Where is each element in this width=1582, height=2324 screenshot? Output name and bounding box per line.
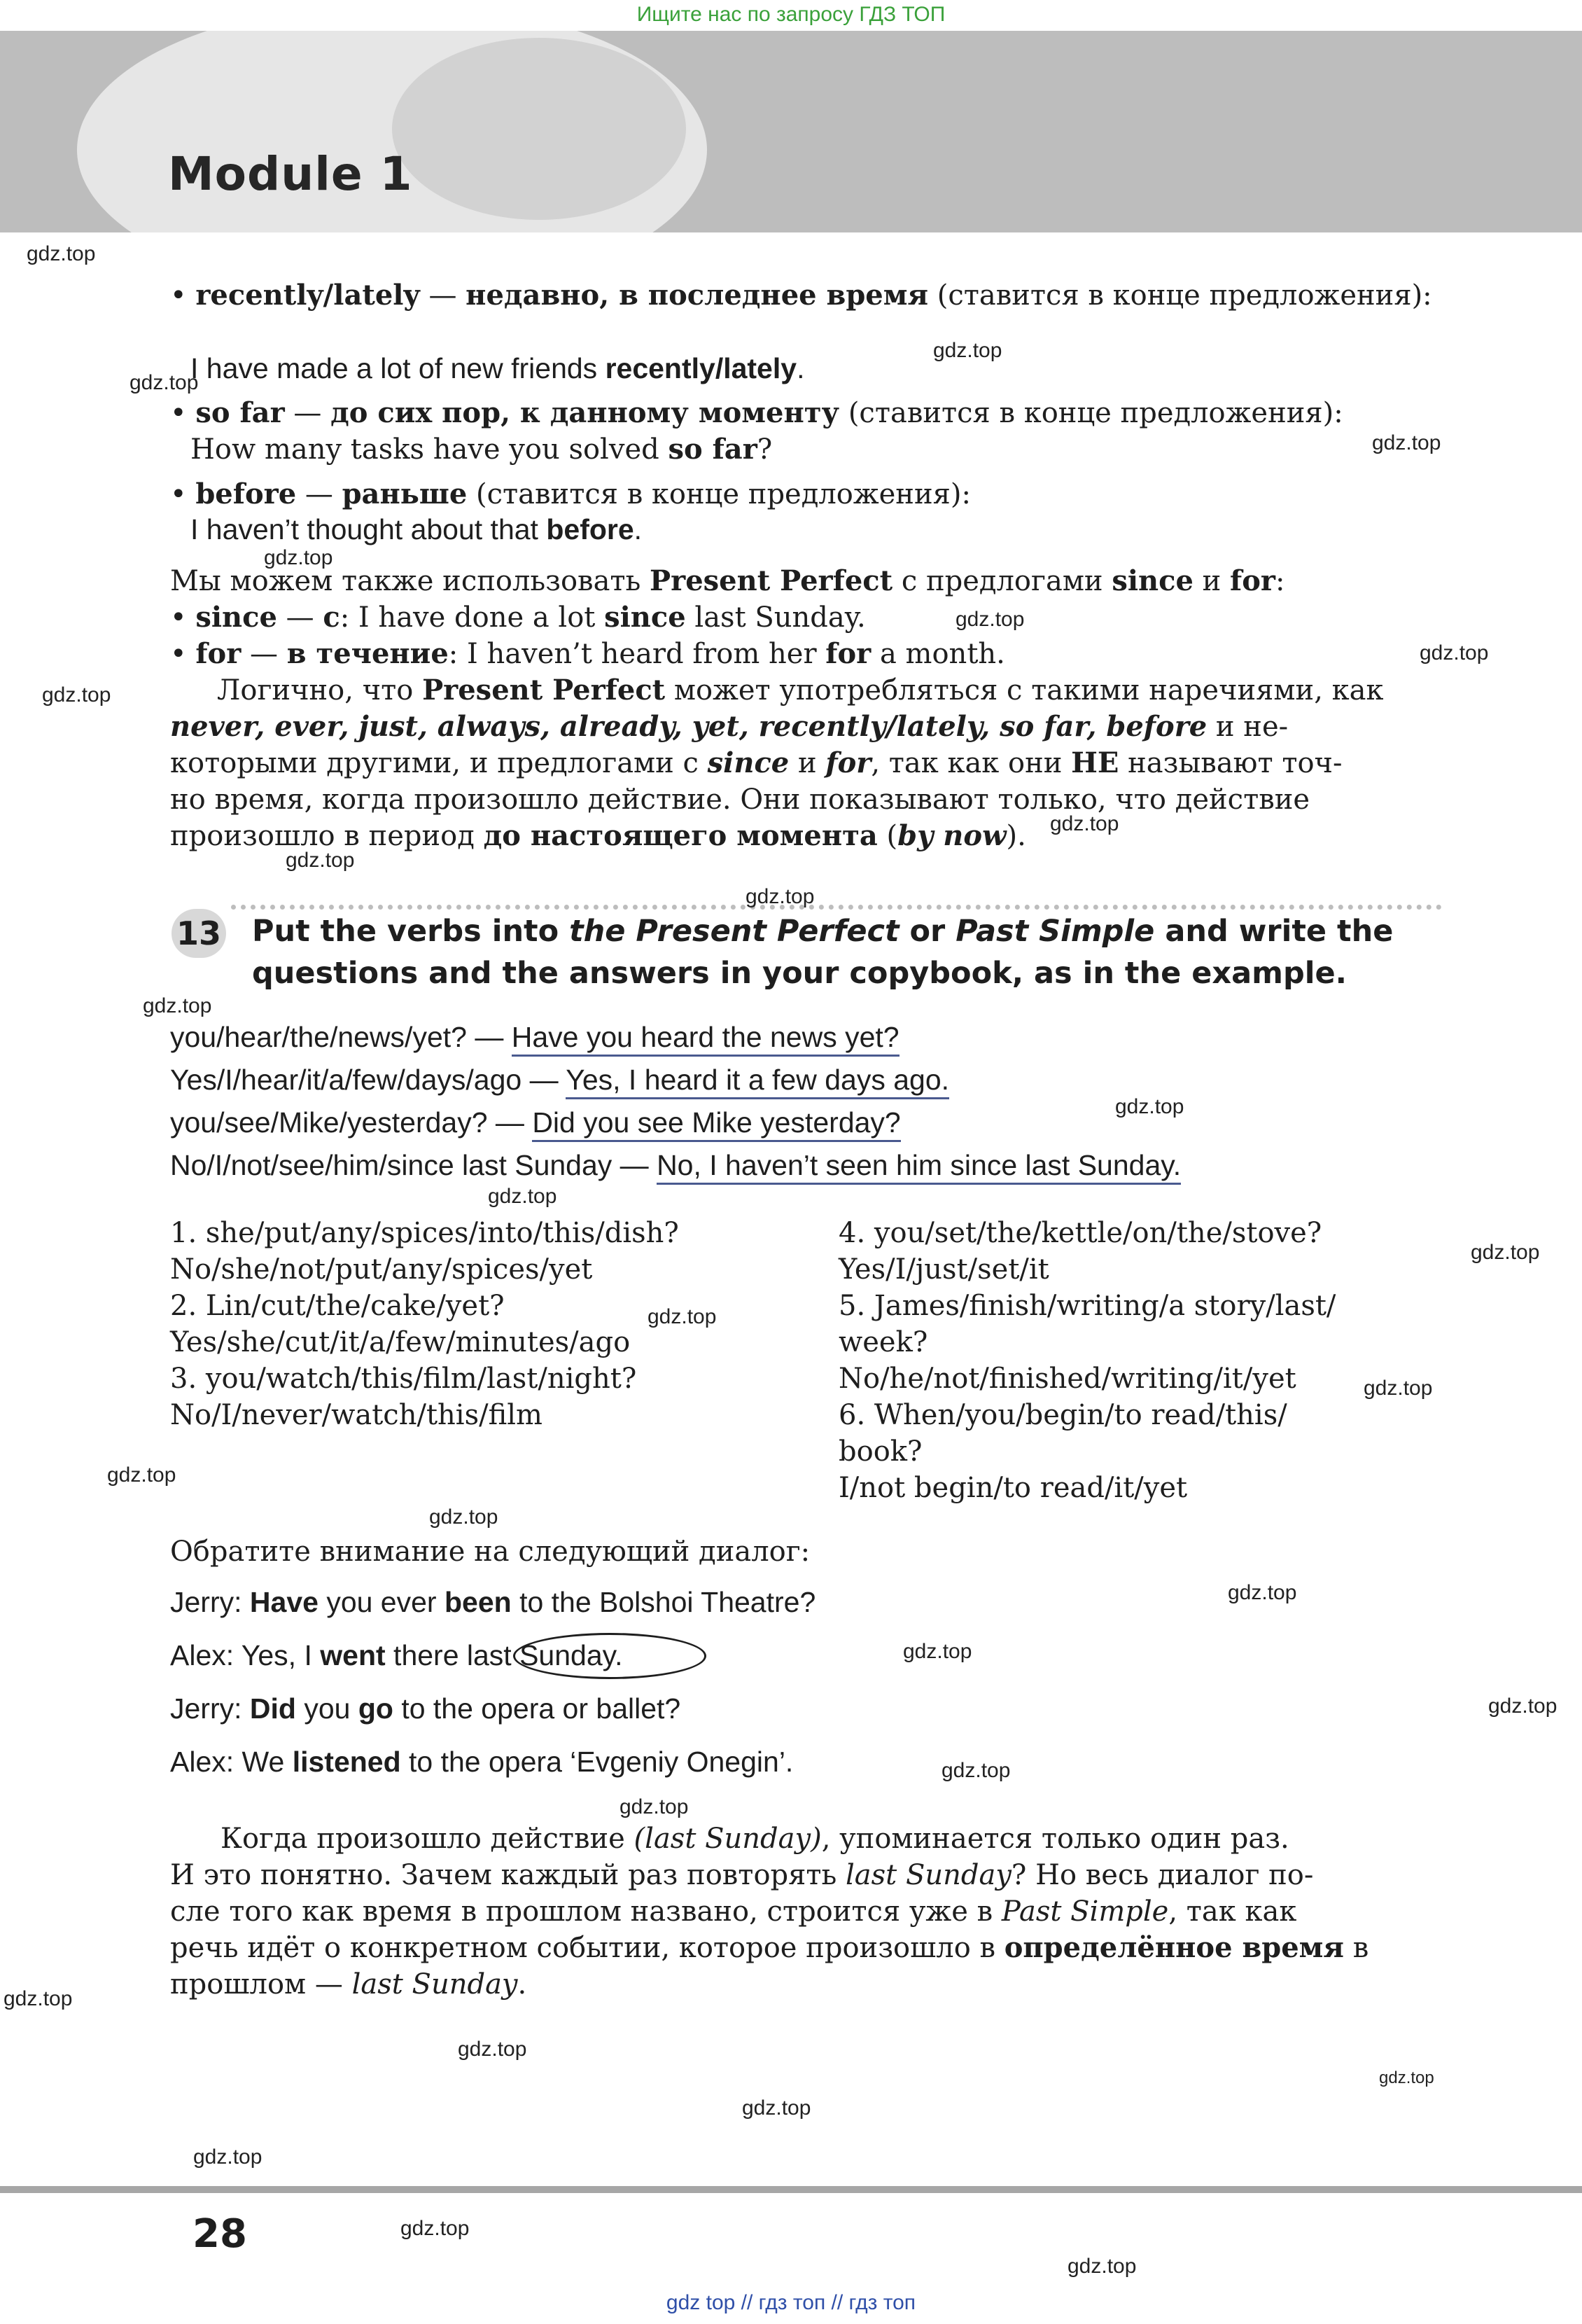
dialog-line: Jerry: Have you ever been to the Bolshoi Theatre? xyxy=(170,1586,816,1618)
watermark: gdz.top xyxy=(27,242,96,265)
adverb-recently-example: I have made a lot of new friends recently/lately. xyxy=(190,352,805,384)
watermark: gdz.top xyxy=(286,849,355,872)
exercise-item: book? xyxy=(839,1435,923,1468)
page-number: 28 xyxy=(192,2211,247,2257)
dialog-line: Alex: We listened to the opera ‘Evgeniy Onegin’. xyxy=(170,1746,794,1778)
watermark: gdz.top xyxy=(4,1987,73,2010)
dialog-intro: Обратите внимание на следующий диалог: xyxy=(170,1536,811,1568)
adverb-sofar-line: • so far — до сих пор, к данному моменту (ставится в конце предложения): xyxy=(170,396,1343,429)
para1-line5: произошло в период до настоящего момента (by now). xyxy=(170,819,1026,852)
exercise-item: No/I/never/watch/this/film xyxy=(170,1399,542,1431)
module-title: Module 1 xyxy=(168,147,413,201)
adverb-before-line: • before — раньше (ставится в конце предложения): xyxy=(170,478,971,510)
example-row: you/hear/the/news/yet? — Have you heard the news yet? xyxy=(170,1019,899,1055)
task-separator xyxy=(231,905,1442,910)
para2-line4: речь идёт о конкретном событии, которое произошло в определённое время в xyxy=(170,1931,1369,1964)
dialog-line: Alex: Yes, I went there last Sunday. xyxy=(170,1639,623,1671)
adverb-before-example: I haven’t thought about that before. xyxy=(190,513,643,545)
watermark: gdz.top xyxy=(193,2145,262,2169)
watermark: gdz.top xyxy=(941,1759,1011,1782)
watermark: gdz.top xyxy=(742,2096,811,2120)
exercise-item: 3. you/watch/this/film/last/night? xyxy=(170,1363,637,1395)
circled-time-marker xyxy=(513,1633,706,1679)
watermark: gdz.top xyxy=(955,608,1025,631)
exercise-item: week? xyxy=(839,1326,928,1358)
watermark: gdz.top xyxy=(488,1185,557,1208)
watermark: gdz.top xyxy=(746,885,815,908)
prepositions-intro: Мы можем также использовать Present Perfect с предлогами since и for: xyxy=(170,564,1285,597)
watermark: gdz.top xyxy=(143,994,212,1017)
exercise-item: 4. you/set/the/kettle/on/the/stove? xyxy=(839,1217,1322,1249)
footer-rule xyxy=(0,2186,1582,2193)
para1-line2: never, ever, just, always, already, yet, recently/lately, so far, before и не- xyxy=(170,710,1289,743)
watermark: gdz.top xyxy=(620,1795,689,1818)
dialog-line: Jerry: Did you go to the opera or ballet? xyxy=(170,1692,681,1725)
exercise-item: 2. Lin/cut/the/cake/yet? xyxy=(170,1290,505,1322)
watermark: gdz.top xyxy=(458,2038,527,2061)
top-banner-text[interactable]: Ищите нас по запросу ГДЗ ТОП xyxy=(636,3,946,26)
example-row: you/see/Mike/yesterday? — Did you see Mike yesterday? xyxy=(170,1104,901,1141)
exercise-item: No/she/not/put/any/spices/yet xyxy=(170,1253,593,1286)
watermark: gdz.top xyxy=(933,339,1002,362)
watermark: gdz.top xyxy=(1050,812,1119,835)
watermark: gdz.top xyxy=(42,683,111,707)
watermark: gdz.top xyxy=(903,1640,972,1663)
watermark: gdz.top xyxy=(1228,1581,1297,1604)
watermark: gdz.top xyxy=(130,371,199,394)
para1-line4: но время, когда произошло действие. Они показывают только, что действие xyxy=(170,784,1310,816)
exercise-item: I/not begin/to read/it/yet xyxy=(839,1472,1188,1504)
header-decoration-inner xyxy=(392,38,686,220)
watermark: gdz.top xyxy=(107,1463,176,1487)
task-instructions: Put the verbs into the Present Perfect or Past Simple and write the questions and the answers in your copybook, as in the example. xyxy=(252,914,1394,991)
exercise-item: Yes/I/just/set/it xyxy=(839,1253,1049,1286)
watermark: gdz.top xyxy=(400,2217,470,2240)
para2-line5: прошлом — last Sunday. xyxy=(170,1968,527,2001)
para2-line3: сле того как время в прошлом названо, строится уже в Past Simple, так как xyxy=(170,1895,1297,1928)
watermark: gdz.top xyxy=(1379,2068,1434,2087)
para1-line3: которыми другими, и предлогами с since и for, так как они НЕ называют точ- xyxy=(170,746,1343,779)
exercise-item: 1. she/put/any/spices/into/this/dish? xyxy=(170,1217,679,1249)
watermark: gdz.top xyxy=(1364,1377,1433,1400)
watermark: gdz.top xyxy=(1115,1095,1184,1118)
prep-for-line: • for — в течение: I haven’t heard from her for a month. xyxy=(170,637,1005,670)
exercise-item: 5. James/finish/writing/a story/last/ xyxy=(839,1290,1336,1322)
adverb-sofar-example: How many tasks have you solved so far? xyxy=(190,433,773,466)
task-number-badge: 13 xyxy=(172,909,226,958)
adverb-recently-line: • recently/lately — недавно, в последнее время (ставится в конце предложения): xyxy=(170,279,1432,312)
example-row: No/I/not/see/him/since last Sunday — No, I haven’t seen him since last Sunday. xyxy=(170,1147,1181,1183)
watermark: gdz.top xyxy=(1471,1241,1540,1264)
bottom-links[interactable]: gdz top // гдз топ // гдз топ xyxy=(666,2291,916,2314)
exercise-item: No/he/not/finished/writing/it/yet xyxy=(839,1363,1296,1395)
watermark: gdz.top xyxy=(1488,1695,1558,1718)
exercise-item: 6. When/you/begin/to read/this/ xyxy=(839,1399,1287,1431)
para1-line1: Логично, что Present Perfect может употребляться с такими наречиями, как xyxy=(217,674,1384,707)
para2-line1: Когда произошло действие (last Sunday), упоминается только один раз. xyxy=(220,1823,1289,1855)
watermark: gdz.top xyxy=(264,546,333,569)
watermark: gdz.top xyxy=(429,1505,498,1529)
para2-line2: И это понятно. Зачем каждый раз повторять last Sunday? Но весь диалог по- xyxy=(170,1859,1314,1891)
watermark: gdz.top xyxy=(1420,641,1489,665)
watermark: gdz.top xyxy=(1068,2255,1137,2278)
example-row: Yes/I/hear/it/a/few/days/ago — Yes, I heard it a few days ago. xyxy=(170,1062,949,1098)
watermark: gdz.top xyxy=(648,1305,717,1328)
exercise-item: Yes/she/cut/it/a/few/minutes/ago xyxy=(170,1326,631,1358)
prep-since-line: • since — с: I have done a lot since last Sunday. xyxy=(170,601,866,634)
page-header xyxy=(0,31,1582,232)
watermark: gdz.top xyxy=(1372,431,1441,454)
